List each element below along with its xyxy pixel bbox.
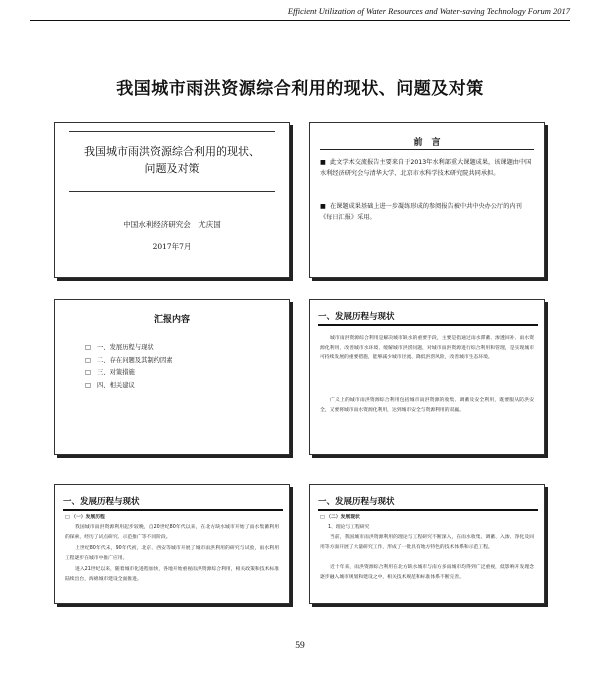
list-item: □ 一、发展历程与现状	[85, 342, 265, 355]
list-item: □ 三、对策措施	[85, 367, 265, 380]
slide-title-line1: 我国城市雨洪资源综合利用的现状、	[84, 145, 260, 158]
slide-heading: 一、发展历程与现状	[63, 497, 140, 507]
preface-bullet: ■ 在课题成果基础上进一步凝练形成的参阅报告被中共中央办公厅的内刊《每日汇报》采用。	[320, 203, 522, 221]
slide-paragraph: 进入21世纪以来，随着城市化进程加快，各地开始重视雨洪资源综合利用，相关政策和技术标准陆续出台，海绵城市建设全面推进。	[65, 567, 279, 582]
slide-top-rule	[69, 131, 275, 132]
square-bullet-icon: □	[320, 515, 327, 520]
slide-heading: 一、发展历程与现状	[318, 497, 395, 507]
slide-heading-rule	[63, 509, 283, 511]
square-bullet-icon: □	[85, 369, 91, 376]
slide-mid-rule	[69, 191, 275, 192]
page-number: 59	[295, 641, 305, 651]
square-bullet-icon: □	[85, 356, 91, 364]
slide-heading-rule	[318, 509, 538, 511]
slide-paragraph: 我国城市雨洪资源利用起步较晚，自20世纪80年代以来，在北方缺水城市开始了雨水集蓄利用的探索，经历了试点研究、示范推广等不同阶段。	[65, 525, 279, 540]
slide-date: 2017年7月	[152, 242, 192, 251]
slide-subsubheading: 1、理论与工程研究	[328, 525, 370, 530]
slide-title-text	[69, 143, 275, 177]
slide-history	[54, 484, 290, 604]
contents-list	[85, 342, 265, 392]
slide-history-status	[309, 299, 545, 455]
slide-title-line2: 问题及对策	[144, 162, 200, 175]
slide-status	[309, 484, 545, 604]
slide-subheading: □ （二）发展现状	[320, 515, 360, 520]
slide-heading: 汇报内容	[153, 315, 190, 325]
slide-subheading: □ （一）发展历程	[65, 515, 105, 520]
list-item: □ 四、相关建议	[85, 380, 265, 393]
slide-heading: 前 言	[413, 138, 441, 148]
slide-heading: 一、发展历程与现状	[318, 312, 395, 322]
list-item: □ 二、存在问题及其制约因素	[85, 355, 265, 368]
slide-paragraph: 城市雨洪资源综合利用是解决城市缺水的重要手段，主要是指通过雨水滞蓄、渗透回补、雨水资源化利用，改善城市水环境、缓解城市洪涝问题，对城市雨洪资源进行综合利用和管理，是实现城市可持续发展的重要措施，能够减少城市径流、降低洪涝风险，改善城市生态环境。	[320, 336, 534, 361]
slide-paragraph: 当前，我国城市雨洪资源利用的理论与工程研究不断深入，在雨水收集、调蓄、入渗、净化及回用等方面开展了大量研究工作，形成了一批具有地方特色的技术体系和示范工程。	[320, 535, 534, 550]
header-rule	[30, 20, 570, 21]
slide-preface	[309, 122, 545, 278]
running-title: Efficient Utilization of Water Resources and Water-saving Technology Forum 2017	[287, 6, 570, 16]
slide-title	[54, 122, 290, 278]
square-bullet-icon: □	[65, 515, 72, 520]
preface-bullet: ■ 此文学术交流报告主要来自于2013年水利部重大课题成果，该课题由中国水利经济研究会与清华大学、北京市水科学技术研究院共同承担。	[320, 159, 532, 177]
page-title: 我国城市雨洪资源综合利用的现状、问题及对策	[116, 79, 484, 99]
square-bullet-icon: □	[85, 344, 91, 351]
slide-paragraph: 广义上的城市雨洪资源综合利用包括城市雨洪资源的收集、调蓄及安全利用，既要服从防洪安全，又要将城市雨水资源化利用，达到城市安全与资源利用的双赢。	[320, 398, 534, 413]
slide-paragraph: 上世纪80年代末，90年代初，北京、西安等城市开展了城市雨洪利用的研究与试验，雨水利用工程逐步在城市中推广应用。	[65, 546, 279, 561]
slide-heading-rule	[318, 324, 538, 326]
square-bullet-icon: □	[85, 381, 91, 389]
slide-heading-rule	[320, 149, 534, 150]
square-bullet-icon: ■	[320, 159, 326, 166]
slide-contents	[54, 299, 290, 455]
square-bullet-icon: ■	[320, 203, 326, 210]
slide-paragraph: 近十年来，雨洪资源综合利用在北方缺水城市与南方多雨城市均得到广泛重视，低影响开发理念逐步融入城市规划和建设之中，相关技术规范和标准体系不断完善。	[320, 565, 534, 580]
slide-author: 中国水利经济研究会 尤庆国	[123, 220, 221, 229]
